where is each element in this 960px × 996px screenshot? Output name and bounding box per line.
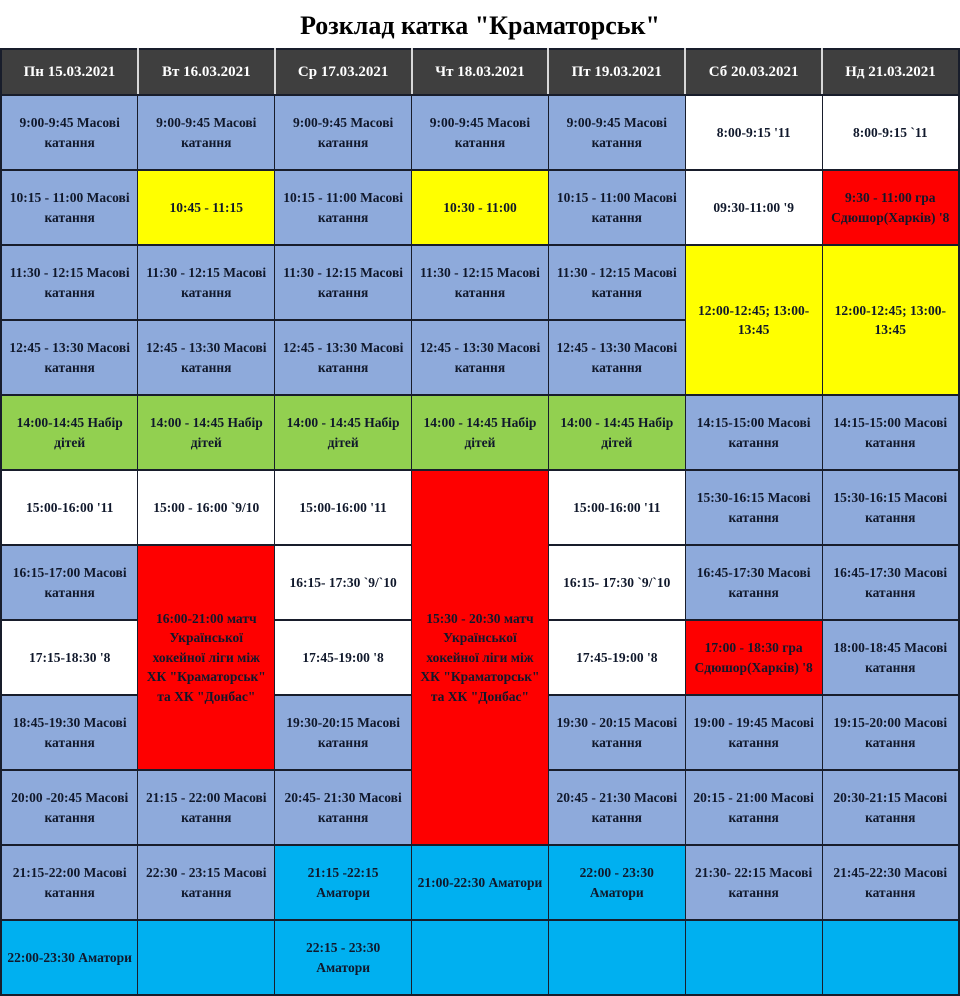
schedule-cell: 22:00-23:30 Аматори — [1, 920, 138, 995]
day-header-2: Ср 17.03.2021 — [275, 49, 412, 95]
schedule-cell: 11:30 - 12:15 Масові катання — [412, 245, 549, 320]
schedule-cell: 21:15 -22:15 Аматори — [275, 845, 412, 920]
schedule-cell: 10:15 - 11:00 Масові катання — [275, 170, 412, 245]
schedule-cell: 19:00 - 19:45 Масові катання — [685, 695, 822, 770]
schedule-cell: 19:15-20:00 Масові катання — [822, 695, 959, 770]
schedule-cell: 15:00 - 16:00 `9/10 — [138, 470, 275, 545]
schedule-cell: 14:00 - 14:45 Набір дітей — [138, 395, 275, 470]
schedule-cell: 9:00-9:45 Масові катання — [548, 95, 685, 170]
schedule-cell: 15:30 - 20:30 матч Української хокейної ліги між ХК "Краматорськ" та ХК "Донбас" — [412, 470, 549, 845]
schedule-cell — [548, 920, 685, 995]
schedule-cell: 16:00-21:00 матч Української хокейної ліги між ХК "Краматорськ" та ХК "Донбас" — [138, 545, 275, 770]
schedule-cell: 16:45-17:30 Масові катання — [822, 545, 959, 620]
schedule-cell: 20:45 - 21:30 Масові катання — [548, 770, 685, 845]
schedule-row — [1, 170, 959, 245]
schedule-cell — [412, 920, 549, 995]
schedule-cell: 12:45 - 13:30 Масові катання — [275, 320, 412, 395]
schedule-cell: 19:30 - 20:15 Масові катання — [548, 695, 685, 770]
schedule-cell: 21:00-22:30 Аматори — [412, 845, 549, 920]
schedule-cell: 10:45 - 11:15 — [138, 170, 275, 245]
schedule-cell: 20:15 - 21:00 Масові катання — [685, 770, 822, 845]
schedule-cell: 15:00-16:00 '11 — [1, 470, 138, 545]
day-header-6: Нд 21.03.2021 — [822, 49, 959, 95]
schedule-row — [1, 395, 959, 470]
schedule-cell: 12:45 - 13:30 Масові катання — [548, 320, 685, 395]
schedule-cell: 10:15 - 11:00 Масові катання — [1, 170, 138, 245]
schedule-cell: 15:30-16:15 Масові катання — [822, 470, 959, 545]
schedule-cell: 21:45-22:30 Масові катання — [822, 845, 959, 920]
schedule-row — [1, 95, 959, 170]
schedule-cell: 19:30-20:15 Масові катання — [275, 695, 412, 770]
schedule-cell: 10:15 - 11:00 Масові катання — [548, 170, 685, 245]
schedule-cell: 8:00-9:15 '11 — [685, 95, 822, 170]
schedule-cell: 22:30 - 23:15 Масові катання — [138, 845, 275, 920]
schedule-cell: 18:00-18:45 Масові катання — [822, 620, 959, 695]
schedule-cell: 14:00 - 14:45 Набір дітей — [548, 395, 685, 470]
schedule-cell: 10:30 - 11:00 — [412, 170, 549, 245]
schedule-row — [1, 245, 959, 320]
day-header-5: Сб 20.03.2021 — [685, 49, 822, 95]
schedule-row — [1, 470, 959, 545]
schedule-cell: 22:00 - 23:30 Аматори — [548, 845, 685, 920]
schedule-cell: 16:15-17:00 Масові катання — [1, 545, 138, 620]
schedule-cell: 9:30 - 11:00 гра Сдюшор(Харків) '8 — [822, 170, 959, 245]
schedule-cell: 11:30 - 12:15 Масові катання — [275, 245, 412, 320]
schedule-table — [0, 48, 960, 996]
schedule-cell: 16:15- 17:30 `9/`10 — [548, 545, 685, 620]
schedule-cell: 21:30- 22:15 Масові катання — [685, 845, 822, 920]
schedule-cell: 9:00-9:45 Масові катання — [412, 95, 549, 170]
schedule-cell: 20:45- 21:30 Масові катання — [275, 770, 412, 845]
schedule-cell: 17:45-19:00 '8 — [548, 620, 685, 695]
schedule-cell: 9:00-9:45 Масові катання — [275, 95, 412, 170]
day-header-3: Чт 18.03.2021 — [412, 49, 549, 95]
schedule-cell: 9:00-9:45 Масові катання — [1, 95, 138, 170]
schedule-cell: 17:15-18:30 '8 — [1, 620, 138, 695]
schedule-cell: 15:30-16:15 Масові катання — [685, 470, 822, 545]
schedule-cell: 14:15-15:00 Масові катання — [822, 395, 959, 470]
schedule-cell: 14:15-15:00 Масові катання — [685, 395, 822, 470]
page-title: Розклад катка "Краматорськ" — [300, 11, 660, 40]
schedule-cell: 12:00-12:45; 13:00-13:45 — [685, 245, 822, 395]
schedule-cell: 11:30 - 12:15 Масові катання — [548, 245, 685, 320]
schedule-cell: 8:00-9:15 `11 — [822, 95, 959, 170]
schedule-cell: 11:30 - 12:15 Масові катання — [138, 245, 275, 320]
schedule-cell: 15:00-16:00 '11 — [548, 470, 685, 545]
schedule-body — [1, 95, 959, 995]
schedule-cell: 15:00-16:00 '11 — [275, 470, 412, 545]
schedule-cell — [138, 920, 275, 995]
weekday-header-row — [1, 49, 959, 95]
schedule-cell — [822, 920, 959, 995]
day-header-0: Пн 15.03.2021 — [1, 49, 138, 95]
schedule-cell: 17:45-19:00 '8 — [275, 620, 412, 695]
schedule-cell: 14:00-14:45 Набір дітей — [1, 395, 138, 470]
schedule-cell: 16:45-17:30 Масові катання — [685, 545, 822, 620]
schedule-cell: 20:30-21:15 Масові катання — [822, 770, 959, 845]
schedule-cell: 18:45-19:30 Масові катання — [1, 695, 138, 770]
schedule-cell: 12:45 - 13:30 Масові катання — [138, 320, 275, 395]
schedule-cell: 17:00 - 18:30 гра Сдюшор(Харків) '8 — [685, 620, 822, 695]
schedule-cell: 21:15 - 22:00 Масові катання — [138, 770, 275, 845]
schedule-cell: 21:15-22:00 Масові катання — [1, 845, 138, 920]
schedule-row — [1, 920, 959, 995]
schedule-cell: 11:30 - 12:15 Масові катання — [1, 245, 138, 320]
schedule-cell: 09:30-11:00 '9 — [685, 170, 822, 245]
schedule-cell: 22:15 - 23:30 Аматори — [275, 920, 412, 995]
schedule-cell: 12:00-12:45; 13:00-13:45 — [822, 245, 959, 395]
schedule-cell — [685, 920, 822, 995]
schedule-cell: 14:00 - 14:45 Набір дітей — [275, 395, 412, 470]
schedule-cell: 12:45 - 13:30 Масові катання — [412, 320, 549, 395]
schedule-cell: 16:15- 17:30 `9/`10 — [275, 545, 412, 620]
schedule-row — [1, 845, 959, 920]
day-header-1: Вт 16.03.2021 — [138, 49, 275, 95]
schedule-cell: 14:00 - 14:45 Набір дітей — [412, 395, 549, 470]
schedule-cell: 12:45 - 13:30 Масові катання — [1, 320, 138, 395]
day-header-4: Пт 19.03.2021 — [548, 49, 685, 95]
schedule-cell: 20:00 -20:45 Масові катання — [1, 770, 138, 845]
schedule-cell: 9:00-9:45 Масові катання — [138, 95, 275, 170]
